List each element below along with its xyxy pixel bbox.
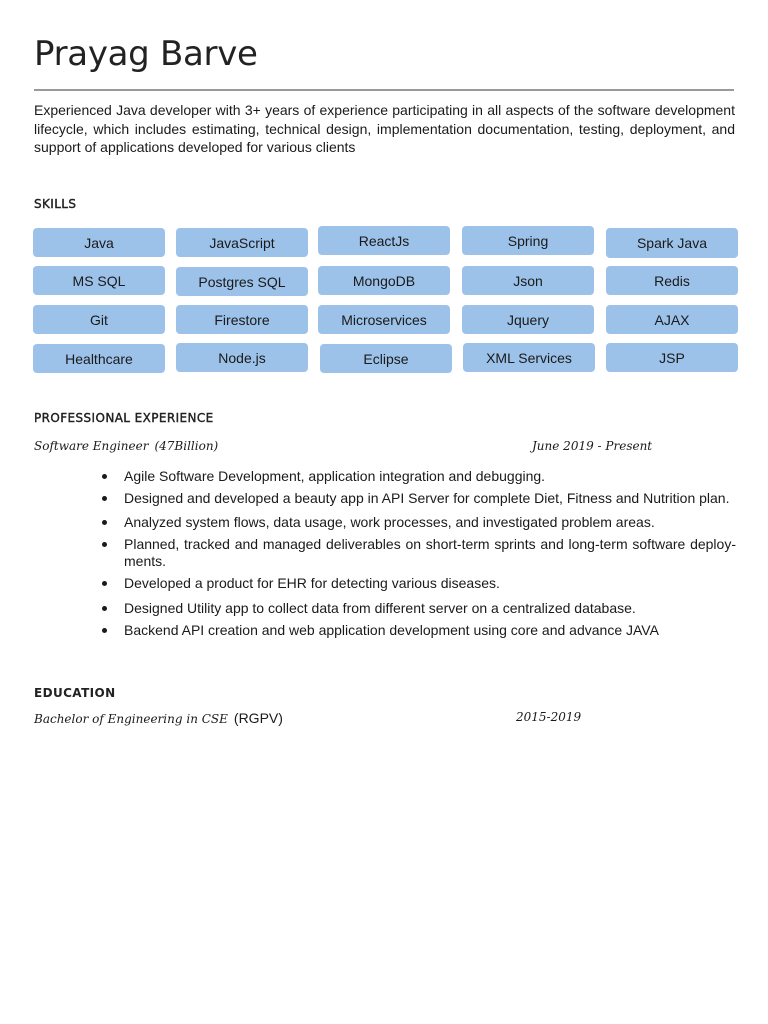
candidate-name: Prayag Barve bbox=[34, 34, 258, 74]
bullet-icon bbox=[102, 496, 107, 501]
bullet-icon bbox=[102, 606, 107, 611]
list-item bbox=[100, 536, 736, 570]
list-item bbox=[100, 600, 736, 617]
skills-grid bbox=[33, 227, 740, 375]
job-title-group bbox=[34, 439, 218, 453]
job-bullet-list bbox=[100, 468, 736, 639]
education-school: (RGPV) bbox=[233, 710, 283, 726]
skill-tag: Healthcare bbox=[33, 344, 165, 373]
list-item bbox=[100, 490, 736, 507]
experience-heading: PROFESSIONAL EXPERIENCE bbox=[34, 411, 214, 425]
education-entry bbox=[34, 710, 734, 728]
skill-tag: JSP bbox=[606, 343, 738, 372]
bullet-icon bbox=[102, 520, 107, 525]
skill-tag: Jquery bbox=[462, 305, 594, 334]
job-company: (47Billion) bbox=[154, 439, 219, 453]
header-divider bbox=[34, 89, 734, 91]
skill-tag: Redis bbox=[606, 266, 738, 295]
skill-tag: Java bbox=[33, 228, 165, 257]
list-item bbox=[100, 622, 736, 639]
skill-tag: Firestore bbox=[176, 305, 308, 334]
job-role: Software Engineer bbox=[34, 439, 149, 453]
skill-tag: MongoDB bbox=[318, 266, 450, 295]
skill-tag: Node.js bbox=[176, 343, 308, 372]
list-item bbox=[100, 468, 736, 485]
list-item bbox=[100, 514, 736, 531]
skill-tag: Json bbox=[462, 266, 594, 295]
skill-tag: ReactJs bbox=[318, 226, 450, 255]
skill-tag: Spring bbox=[462, 226, 594, 255]
skill-tag: MS SQL bbox=[33, 266, 165, 295]
bullet-text: Backend API creation and web application development using core and advance JAVA bbox=[124, 622, 659, 638]
skill-tag: JavaScript bbox=[176, 228, 308, 257]
bullet-text: Planned, tracked and managed deliverables on short-term sprints and long-term software deploy-ments. bbox=[124, 536, 736, 569]
bullet-icon bbox=[102, 474, 107, 479]
job-header bbox=[34, 439, 734, 457]
skill-tag: AJAX bbox=[606, 305, 738, 334]
skill-tag: Git bbox=[33, 305, 165, 334]
skill-tag: Eclipse bbox=[320, 344, 452, 373]
bullet-text: Developed a product for EHR for detecting various diseases. bbox=[124, 575, 500, 591]
bullet-text: Designed and developed a beauty app in API Server for complete Diet, Fitness and Nutrition plan. bbox=[124, 490, 730, 506]
bullet-text: Analyzed system flows, data usage, work processes, and investigated problem areas. bbox=[124, 514, 655, 530]
skill-tag: Spark Java bbox=[606, 228, 738, 258]
bullet-icon bbox=[102, 628, 107, 633]
bullet-text: Agile Software Development, application integration and debugging. bbox=[124, 468, 546, 484]
job-dates: June 2019 - Present bbox=[532, 439, 653, 453]
bullet-icon bbox=[102, 542, 107, 547]
education-dates: 2015-2019 bbox=[516, 710, 582, 724]
education-degree: Bachelor of Engineering in CSE bbox=[34, 712, 228, 726]
professional-summary: Experienced Java developer with 3+ years of experience participating in all aspects of the software development lifecycle, which includes estimating, technical design, implementation documentation, testing, deployment, and support of applications developed for various clients bbox=[34, 102, 735, 155]
education-heading: EDUCATION bbox=[34, 686, 116, 700]
skill-tag: Microservices bbox=[318, 305, 450, 334]
skill-tag: Postgres SQL bbox=[176, 267, 308, 296]
skill-tag: XML Services bbox=[463, 343, 595, 372]
list-item bbox=[100, 575, 736, 592]
skills-heading: SKILLS bbox=[34, 197, 77, 211]
bullet-text: Designed Utility app to collect data from different server on a centralized database. bbox=[124, 600, 636, 616]
bullet-icon bbox=[102, 581, 107, 586]
